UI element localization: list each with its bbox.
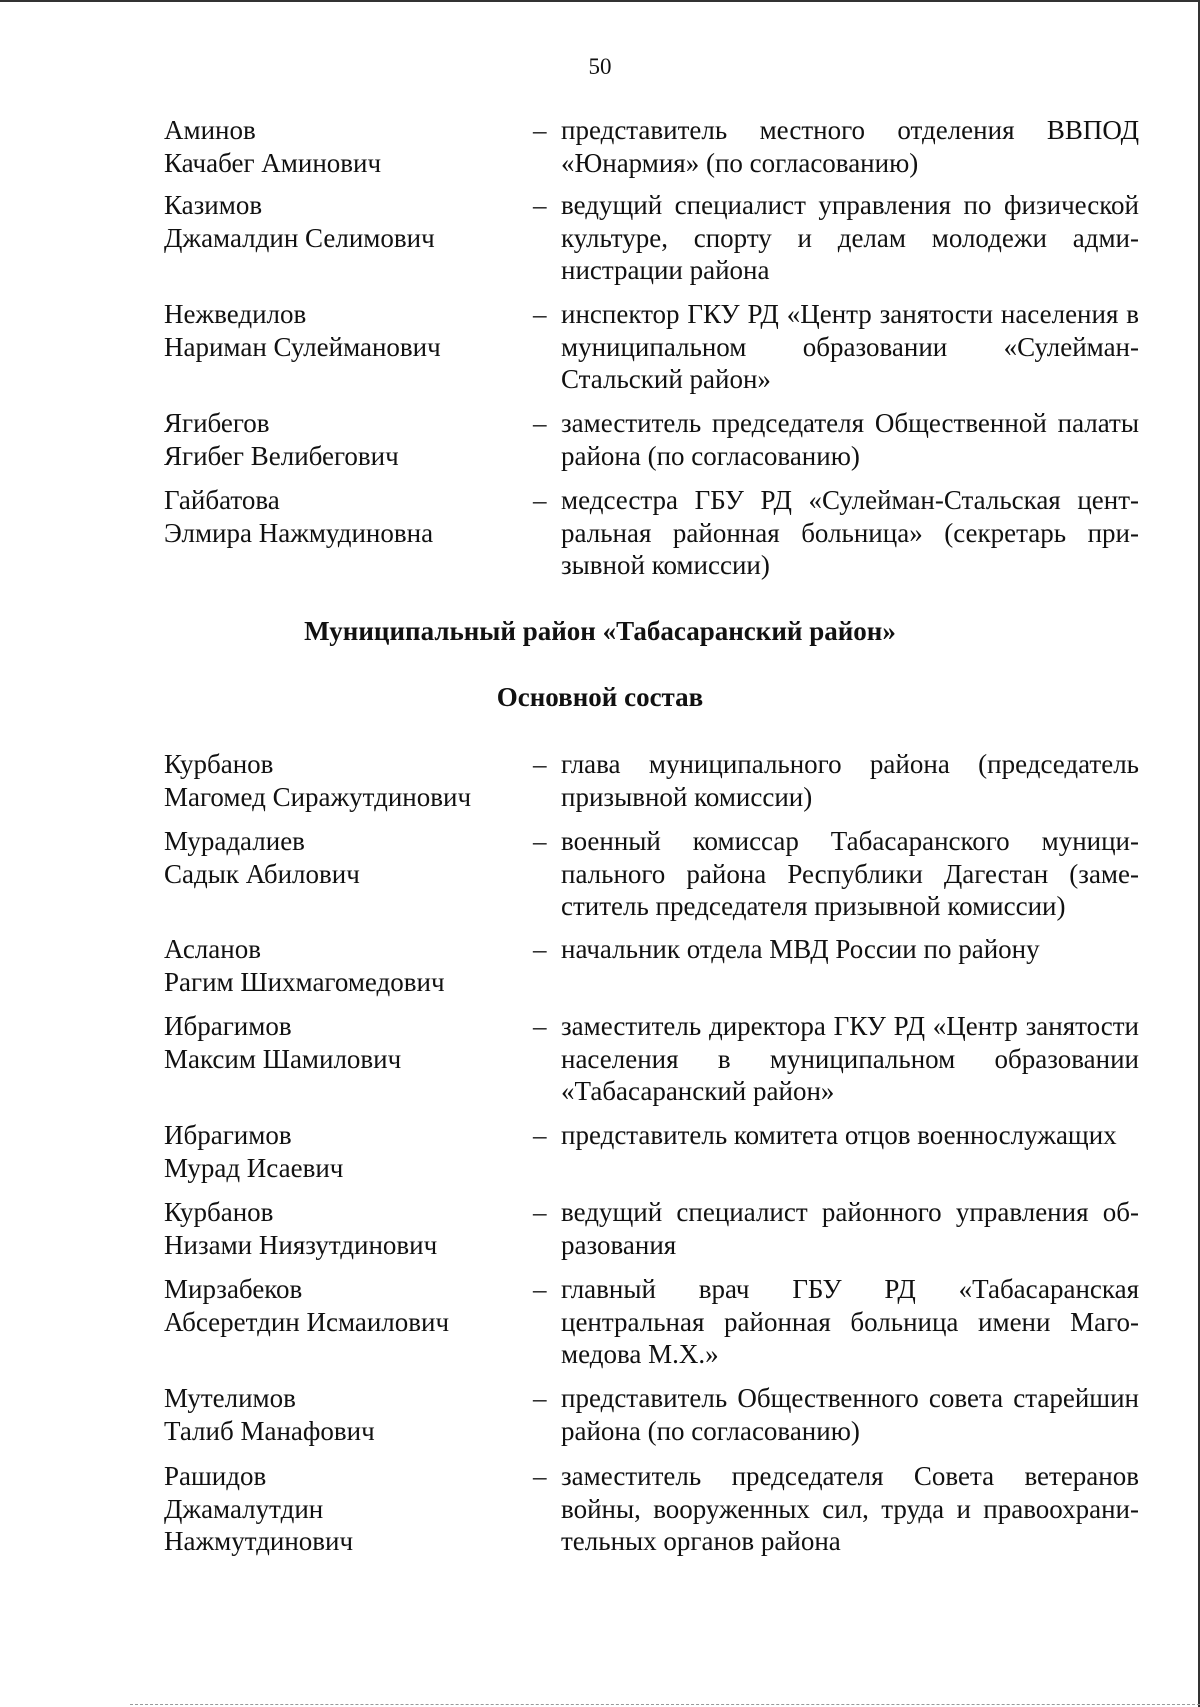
dash: – bbox=[533, 1120, 547, 1150]
member-role: ведущий специалист районного управления образования bbox=[561, 1197, 1139, 1260]
member-role: заместитель председателя Совета ветеранов войны, вооруженных сил, труда и правоохранительных органов района bbox=[561, 1461, 1139, 1556]
dash: – bbox=[533, 115, 547, 145]
dash: – bbox=[533, 934, 547, 964]
member-name: Мирзабеков Абсеретдин Исмаилович bbox=[164, 1274, 450, 1337]
dash: – bbox=[533, 749, 547, 779]
member-role: представитель комитета отцов военнослужащих bbox=[561, 1120, 1117, 1150]
member-role: начальник отдела МВД России по району bbox=[561, 934, 1040, 964]
member-name: Ибрагимов Максим Шамилович bbox=[164, 1011, 402, 1074]
member-name: Асланов Рагим Шихмагомедович bbox=[164, 934, 445, 997]
dash: – bbox=[533, 1461, 547, 1491]
dash: – bbox=[533, 408, 547, 438]
dash: – bbox=[533, 190, 547, 220]
district-heading: Муниципальный район «Табасаранский район» bbox=[304, 616, 896, 646]
dash: – bbox=[533, 299, 547, 329]
member-role: глава муниципального района (председатель призывной комиссии) bbox=[561, 749, 1139, 812]
member-role: заместитель председателя Общественной палаты района (по согласованию) bbox=[561, 408, 1139, 471]
member-name: Мутелимов Талиб Манафович bbox=[164, 1383, 375, 1446]
page-bottom-edge bbox=[130, 1704, 1200, 1705]
member-name: Курбанов Низами Ниязутдинович bbox=[164, 1197, 438, 1260]
member-role: заместитель директора ГКУ РД «Центр занятости населения в муниципальном образовании «Табасаранский район» bbox=[561, 1011, 1139, 1106]
dash: – bbox=[533, 1011, 547, 1041]
dash: – bbox=[533, 485, 547, 515]
member-name: Курбанов Магомед Сиражутдинович bbox=[164, 749, 472, 812]
member-role: инспектор ГКУ РД «Центр занятости населения в муниципальном образовании «Сулейман-Стальский район» bbox=[561, 299, 1139, 394]
member-name: Мурадалиев Садык Абилович bbox=[164, 826, 360, 889]
member-name: Нежведилов Нариман Сулейманович bbox=[164, 299, 441, 362]
dash: – bbox=[533, 1274, 547, 1304]
page-number: 50 bbox=[588, 54, 612, 79]
member-name: Казимов Джамалдин Селимович bbox=[164, 190, 435, 253]
dash: – bbox=[533, 826, 547, 856]
member-name: Гайбатова Элмира Нажмудиновна bbox=[164, 485, 434, 548]
member-role: ведущий специалист управления по физической культуре, спорту и делам молодежи администрации района bbox=[561, 190, 1139, 285]
dash: – bbox=[533, 1383, 547, 1413]
dash: – bbox=[533, 1197, 547, 1227]
member-role: военный комиссар Табасаранского муниципального района Республики Дагестан (заместитель председателя призывной комиссии) bbox=[561, 826, 1139, 921]
member-role: представитель местного отделения ВВПОД «Юнармия» (по согласованию) bbox=[561, 115, 1139, 178]
member-name: Рашидов Джамалутдин Нажмутдинович bbox=[164, 1461, 354, 1556]
section-heading: Основной состав bbox=[496, 682, 704, 712]
member-role: представитель Общественного совета старейшин района (по согласованию) bbox=[561, 1383, 1139, 1446]
member-name: Аминов Качабег Аминович bbox=[164, 115, 382, 178]
member-name: Ибрагимов Мурад Исаевич bbox=[164, 1120, 344, 1183]
member-role: медсестра ГБУ РД «Сулейман-Стальская центральная районная больница» (секретарь призывной комиссии) bbox=[561, 485, 1139, 580]
member-role: главный врач ГБУ РД «Табасаранская центральная районная больница имени Магомедова М.Х.» bbox=[561, 1274, 1139, 1369]
member-name: Ягибегов Ягибег Велибегович bbox=[164, 408, 399, 471]
